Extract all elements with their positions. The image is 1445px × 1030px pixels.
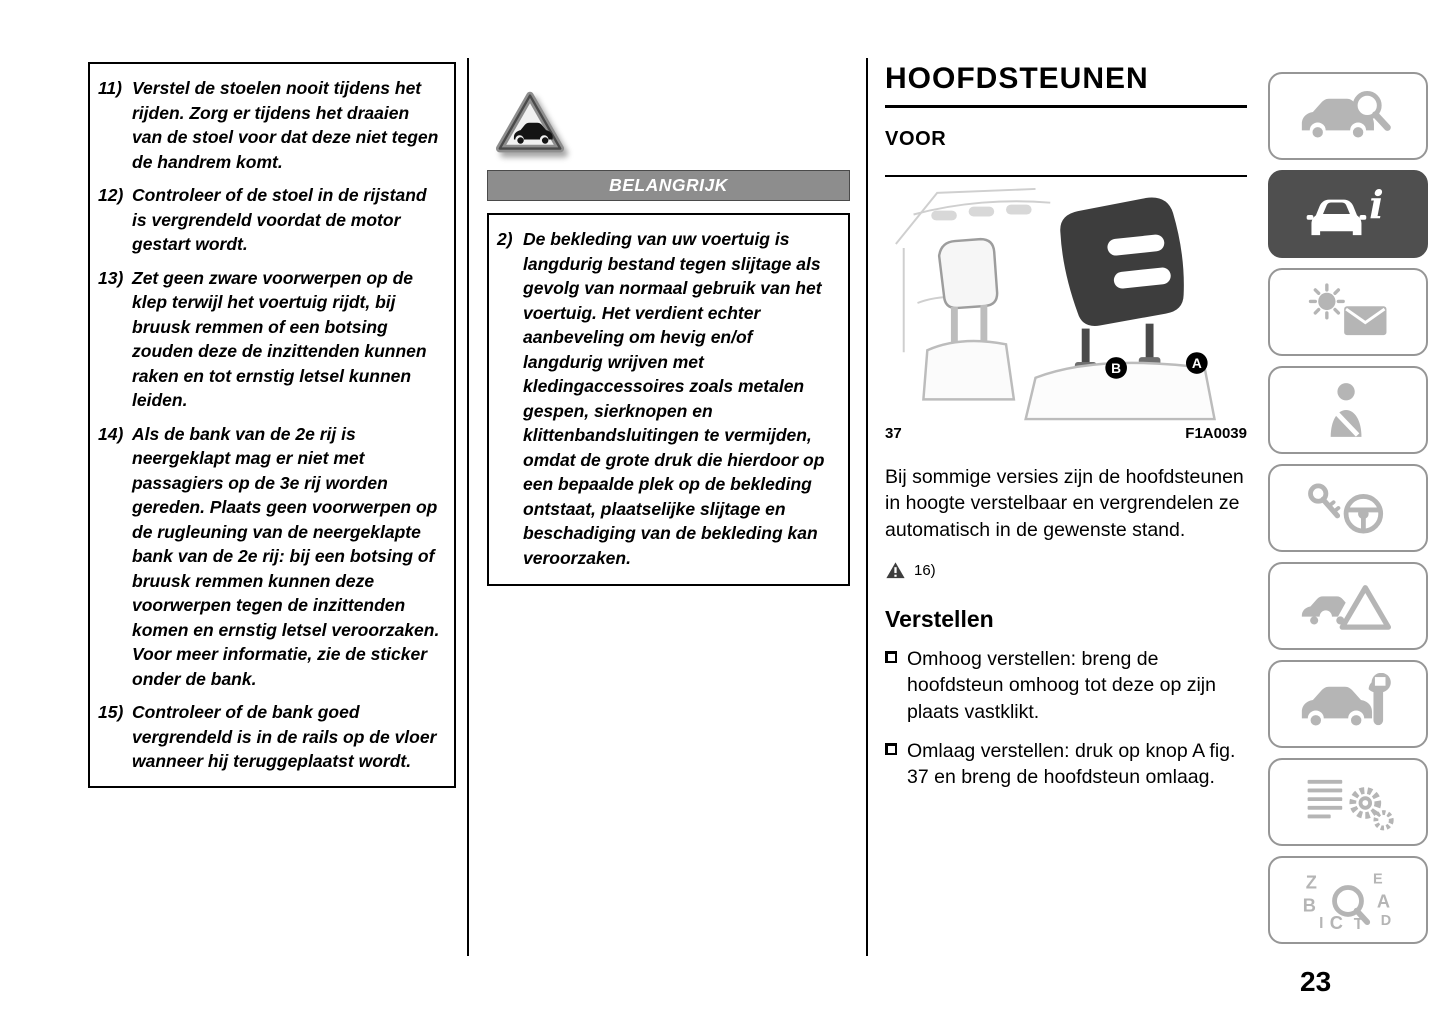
section-rule <box>885 175 1247 177</box>
list-item <box>885 738 1247 791</box>
warning-triangle-icon <box>885 561 906 580</box>
warning-item-text: Controleer of de bank goed vergrendeld is in de rails op de vloer wanneer hij teruggeplaatst wordt. <box>132 702 437 771</box>
warning-item-number: 14) <box>98 423 124 444</box>
car-warning-triangle-icon <box>1298 575 1398 637</box>
label-b: B <box>1111 360 1122 376</box>
figure-caption <box>885 425 1247 442</box>
list-item <box>885 646 1247 725</box>
warning-item <box>98 700 442 774</box>
important-box <box>487 213 850 586</box>
warning-item <box>98 76 442 174</box>
list-item-text: Omhoog verstellen: breng de hoofdsteun omhoog tot deze op zijn plaats vastklikt. <box>907 647 1216 723</box>
svg-text:D: D <box>1380 913 1392 929</box>
warning-item-number: 15) <box>98 702 124 722</box>
svg-text:Z: Z <box>1305 871 1317 893</box>
caution-triangle-icon <box>492 88 568 163</box>
tab-in-an-emergency[interactable] <box>1268 562 1428 650</box>
sun-envelope-icon <box>1298 281 1398 343</box>
tab-technical-data[interactable] <box>1268 758 1428 846</box>
warning-item <box>98 266 442 413</box>
warning-reference <box>885 561 1247 580</box>
list-gears-icon <box>1298 771 1398 833</box>
car-search-icon <box>1298 85 1398 147</box>
key-steering-wheel-icon <box>1298 477 1398 539</box>
belangrijk-banner <box>487 170 850 201</box>
tab-servicing-maintenance[interactable] <box>1268 660 1428 748</box>
warning-ref-number: 16) <box>914 561 936 579</box>
tab-warning-lights-messages[interactable] <box>1268 268 1428 356</box>
figure-code: F1A0039 <box>1185 425 1247 442</box>
column-divider-left <box>467 58 469 956</box>
svg-text:C: C <box>1329 911 1343 931</box>
section-title-verstellen: Verstellen <box>885 605 994 632</box>
important-item-text: De bekleding van uw voertuig is langdurig bestand tegen slijtage als gevolg van normaal gebruik van het voertuig. Het verdient echter aanbeveling om hevig en/of langdurig wrijven met kledingaccessoires zoals metalen gespen, sierknopen en klittenbandsluitingen te vermijden, omdat de grote druk die hierdoor op een bepaalde plek op de bekleding ontstaat, plaatselijke slijtage en beschadiging van de bekleding kan veroorzaken. <box>523 229 825 568</box>
belangrijk-label: BELANGRIJK <box>609 175 728 195</box>
warning-item-text: Controleer of de stoel in de rijstand is vergrendeld voordat de motor gestart wordt. <box>132 185 427 254</box>
chapter-tab-bar <box>1268 72 1428 944</box>
warning-item-number: 11) <box>98 78 122 98</box>
warning-item-number: 13) <box>98 267 124 288</box>
svg-text:B: B <box>1302 894 1316 916</box>
warning-item-text: Verstel de stoelen nooit tijdens het rijden. Zorg er tijdens het draaien van de stoel voor dat deze niet tegen de handrem komt. <box>132 78 439 172</box>
square-bullet-icon <box>885 651 897 663</box>
warning-item-number: 12) <box>98 185 124 205</box>
tab-dashboard-info[interactable] <box>1268 170 1428 258</box>
svg-text:T: T <box>1353 915 1364 931</box>
svg-text:I: I <box>1319 914 1324 931</box>
page-title: HOOFDSTEUNEN <box>885 62 1247 108</box>
page-number: 23 <box>1300 966 1332 997</box>
label-a: A <box>1191 355 1202 371</box>
important-item-number: 2) <box>497 229 513 249</box>
main-article <box>885 62 1247 791</box>
alphabet-index-icon <box>1298 869 1398 931</box>
tab-alphabetical-index[interactable] <box>1268 856 1428 944</box>
figure-headrests <box>885 185 1247 442</box>
warning-item <box>98 422 442 692</box>
seatbelt-person-icon <box>1298 379 1398 441</box>
car-wrench-icon <box>1298 673 1398 735</box>
svg-text:A: A <box>1376 890 1391 912</box>
svg-text:E: E <box>1373 871 1383 888</box>
tab-getting-to-know-your-car[interactable] <box>1268 72 1428 160</box>
warning-item-text: Zet geen zware voorwerpen op de klep terwijl het voertuig rijdt, bij bruusk remmen of een botsing zouden deze de inzittenden kunnen raken en tot ernstig letsel kunnen leiden. <box>132 267 427 410</box>
car-info-icon <box>1298 183 1398 245</box>
svg-text:i: i <box>1369 183 1384 228</box>
body-paragraph: Bij sommige versies zijn de hoofdsteunen in hoogte verstelbaar en vergrendelen ze automatisch in de gewenste stand. <box>885 466 1244 541</box>
important-item <box>497 227 836 570</box>
headrest-illustration <box>885 185 1247 423</box>
square-bullet-icon <box>885 743 897 755</box>
tab-starting-and-driving[interactable] <box>1268 464 1428 552</box>
list-item-text: Omlaag verstellen: druk op knop A fig. 37 en breng de hoofdsteun omlaag. <box>907 739 1236 789</box>
column-divider-right <box>866 58 868 956</box>
subsection-title: VOOR <box>885 128 947 150</box>
warning-item <box>98 183 442 257</box>
figure-number: 37 <box>885 425 902 442</box>
warnings-box <box>88 62 456 788</box>
tab-safety[interactable] <box>1268 366 1428 454</box>
warning-item-text: Als de bank van de 2e rij is neergeklapt mag er niet met passagiers op de 3e rij worden gereden. Plaats geen voorwerpen op de rugleuning van de neergeklapte bank van de 2e rij: bij een botsing of bruusk remmen kunnen deze voorwerpen tegen de inzittenden komen en ernstig letsel veroorzaken. Voor meer informatie, zie de sticker onder de bank. <box>132 423 440 689</box>
